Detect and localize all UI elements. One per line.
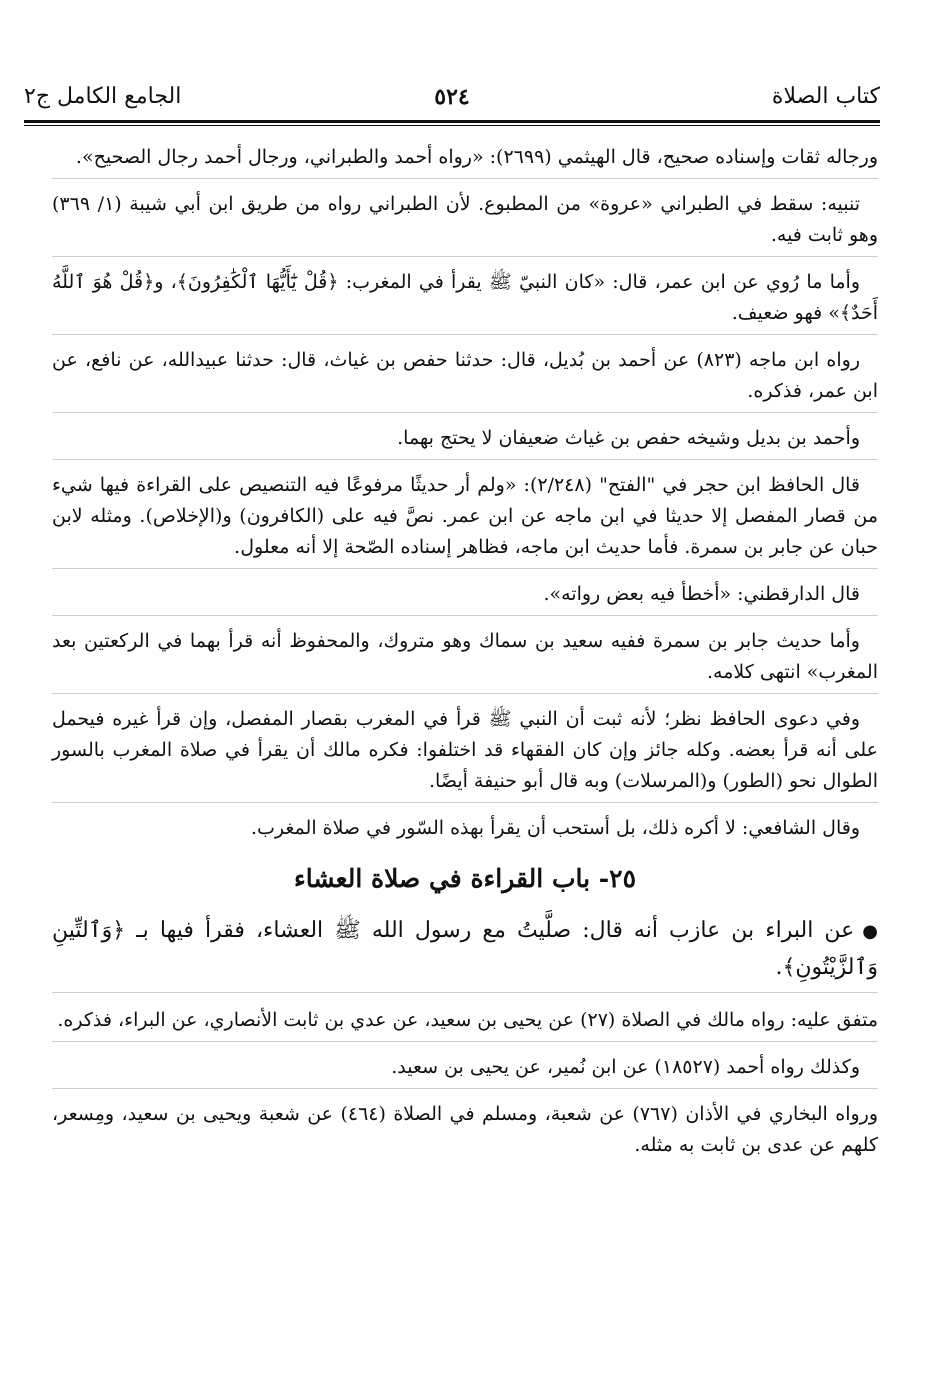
paragraph: وفي دعوى الحافظ نظر؛ لأنه ثبت أن النبي ﷺ قرأ في المغرب بقصار المفصل، وإن قرأ غيره فيحمل على أنه قرأ بعضه. وكله جائز وإن كان الفقهاء قد اختلفوا: فكره مالك أن يقرأ في صلاة المغرب بالسور الطوال نحو (الطور) و(المرسلات) وبه قال أبو حنيفة أيضًا. [52,704,878,803]
paragraph: ورواه البخاري في الأذان (٧٦٧) عن شعبة، ومسلم في الصلاة (٤٦٤) عن شعبة ويحيى بن سعيد، ومِسعر، كلهم عن عدى بن ثابت به مثله. [52,1103,878,1156]
paragraph: تنبيه: سقط في الطبراني «عروة» من المطبوع. لأن الطبراني رواه من طريق ابن أبي شيبة (١/ ٣٦٩) وهو ثابت فيه. [52,189,878,257]
header-rule-thin [24,125,880,126]
section-title: ٢٥- باب القراءة في صلاة العشاء [294,864,636,893]
paragraph: رواه ابن ماجه (٨٢٣) عن أحمد بن بُديل، قال: حدثنا حفص بن غياث، قال: حدثنا عبيدالله، عن نافع، عن ابن عمر، فذكره. [52,345,878,413]
paragraph: وأما حديث جابر بن سمرة ففيه سعيد بن سماك وهو متروك، والمحفوظ أنه قرأ بهما في الركعتين بعد المغرب» انتهى كلامه. [52,626,878,694]
page-number: ٥٢٤ [434,84,470,110]
paragraph: وأحمد بن بديل وشيخه حفص بن غياث ضعيفان لا يحتج بهما. [52,423,878,460]
chapter-title: كتاب الصلاة [771,84,880,109]
paragraph: متفق عليه: رواه مالك في الصلاة (٢٧) عن يحيى بن سعيد، عن عدي بن ثابت الأنصاري، عن البراء، فذكره. [52,1005,878,1042]
paragraph: وقال الشافعي: لا أكره ذلك، بل أستحب أن يقرأ بهذه السّور في صلاة المغرب. [250,817,860,839]
paragraph: وكذلك رواه أحمد (١٨٥٢٧) عن ابن نُمير، عن يحيى بن سعيد. [52,1052,878,1089]
hadith-body: عن البراء بن عازب أنه قال: صلَّيتُ مع رسول الله ﷺ العشاء، فقرأ فيها بـ ﴿وَٱلتِّينِ وَٱلزَّيْتُونِ﴾. [52,918,878,980]
page-header [24,78,880,118]
page-body [52,142,878,1176]
header-rule [24,120,880,123]
book-title: الجامع الكامل ج٢ [24,84,182,109]
bullet-icon: ● [862,921,878,942]
hadith-text [52,913,878,993]
paragraph: وأما ما رُوي عن ابن عمر، قال: «كان النبيّ ﷺ يقرأ في المغرب: ﴿قُلْ يَٰٓأَيُّهَا ٱلْكَٰفِرُونَ﴾، و﴿قُلْ هُوَ ٱللَّهُ أَحَدٌ﴾» فهو ضعيف. [52,267,878,335]
paragraph: قال الدارقطني: «أخطأ فيه بعض رواته». [52,579,878,616]
paragraph: ورجاله ثقات وإسناده صحيح، قال الهيثمي (٢٦٩٩): «رواه أحمد والطبراني، ورجال أحمد رجال الصحيح». [52,142,878,179]
paragraph: قال الحافظ ابن حجر في "الفتح" (٢/٢٤٨): «ولم أر حديثًا مرفوعًا فيه التنصيص على القراءة فيها شيء من قصار المفصل إلا حديثا في ابن ماجه عن ابن عمر. نصَّ فيه على (الكافرون) و(الإخلاص). ومثله لابن حبان عن جابر بن سمرة. فأما حديث ابن ماجه، فظاهر إسناده الصّحة إلا أنه معلول. [52,470,878,569]
